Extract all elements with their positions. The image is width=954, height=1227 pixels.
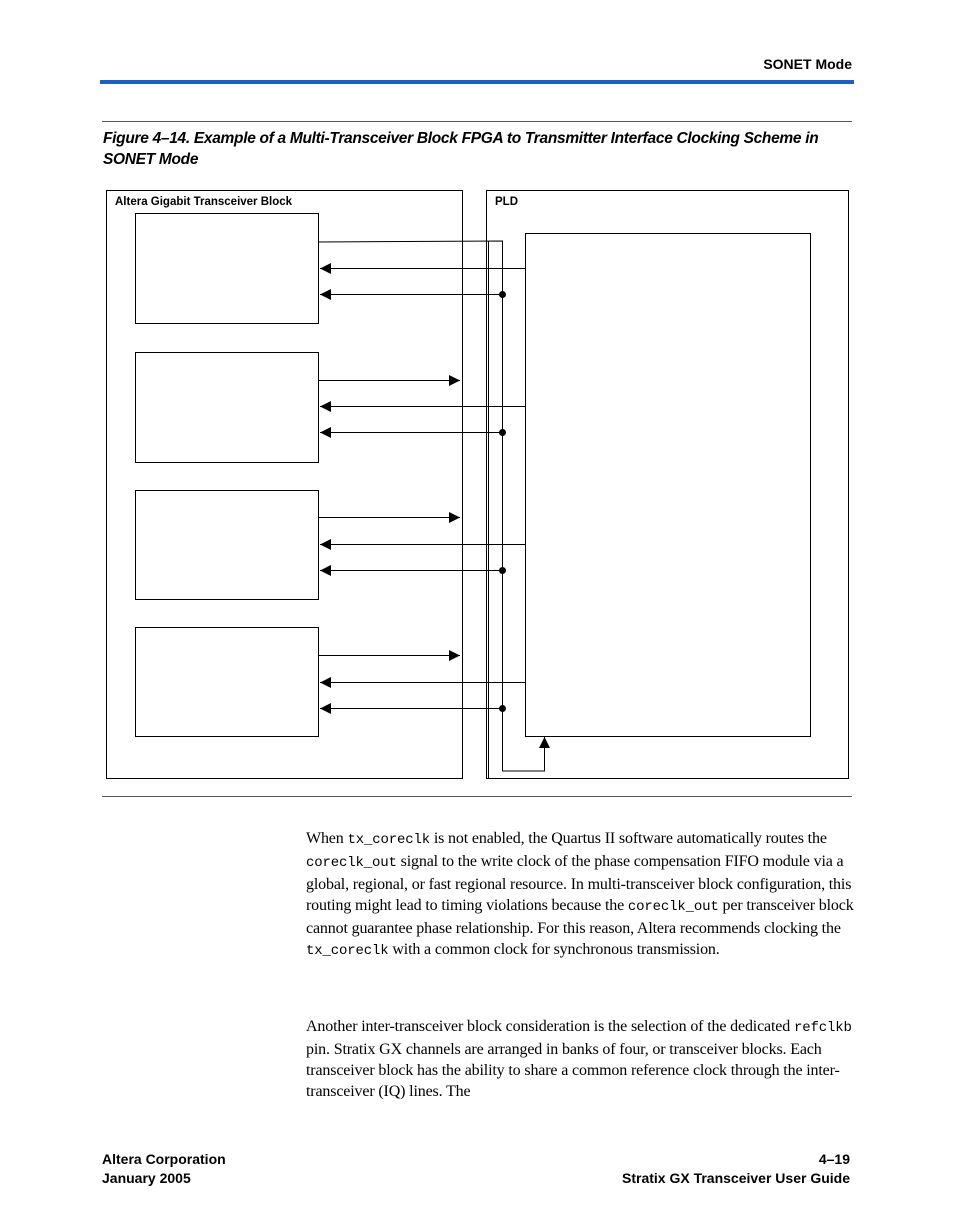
footer-page-number: 4–19 <box>818 1151 850 1167</box>
footer-left <box>102 1150 226 1188</box>
coreclk-out-feedback-line <box>318 241 545 771</box>
text-run: signal to the write clock of the phase compensation FIFO module via a global, regional, or fast regional resource. In multi-transceiver block configuration, this routing might lead to timing violations because the <box>306 853 852 914</box>
footer-company: Altera Corporation <box>102 1151 226 1167</box>
inline-code: tx_coreclk <box>347 832 430 848</box>
transceiver-block-3 <box>136 491 319 600</box>
body-paragraph-1 <box>306 828 854 962</box>
block1-junction-dot <box>499 291 506 298</box>
block2-junction-dot <box>499 429 506 436</box>
gxb-outer-block <box>107 191 463 779</box>
figure-bottom-rule <box>102 796 852 797</box>
text-run: is not enabled, the Quartus II software automatically routes the <box>429 830 827 847</box>
footer-date: January 2005 <box>102 1170 191 1186</box>
text-run: with a common clock for synchronous transmission. <box>388 941 720 958</box>
footer-guide-title: Stratix GX Transceiver User Guide <box>622 1170 850 1186</box>
pld-outer-block <box>487 191 849 779</box>
body-paragraph-2 <box>306 1016 854 1102</box>
paragraph-text <box>306 828 854 962</box>
pld-logic-block <box>526 234 811 737</box>
footer-right <box>622 1150 850 1188</box>
block4-junction-dot <box>499 705 506 712</box>
inline-code: tx_coreclk <box>306 943 389 959</box>
transceiver-block-4 <box>136 628 319 737</box>
section-header-title: SONET Mode <box>763 56 852 72</box>
text-run: per transceiver block cannot guarantee phase relationship. For this reason, Altera recommends clocking the <box>306 897 854 937</box>
inline-code: coreclk_out <box>627 899 719 915</box>
text-run: Another inter-transceiver block consideration is the selection of the dedicated <box>306 1018 794 1035</box>
block3-junction-dot <box>499 567 506 574</box>
inline-code: refclkb <box>793 1020 852 1036</box>
text-run: When <box>306 830 348 847</box>
pld-block-label: PLD <box>495 196 518 208</box>
gxb-block-label: Altera Gigabit Transceiver Block <box>115 196 293 208</box>
inline-code: coreclk_out <box>306 855 397 871</box>
paragraph-text <box>306 1016 854 1102</box>
figure-caption: Figure 4–14. Example of a Multi-Transceiver Block FPGA to Transmitter Interface Clocking Scheme in SONET Mode <box>103 130 819 168</box>
transceiver-block-1 <box>136 214 319 324</box>
transceiver-block-2 <box>136 353 319 463</box>
text-run: pin. Stratix GX channels are arranged in banks of four, or transceiver blocks. Each transceiver block has the ability to share a common reference clock through the inter-transceiver (IQ) lines. The <box>306 1041 840 1100</box>
